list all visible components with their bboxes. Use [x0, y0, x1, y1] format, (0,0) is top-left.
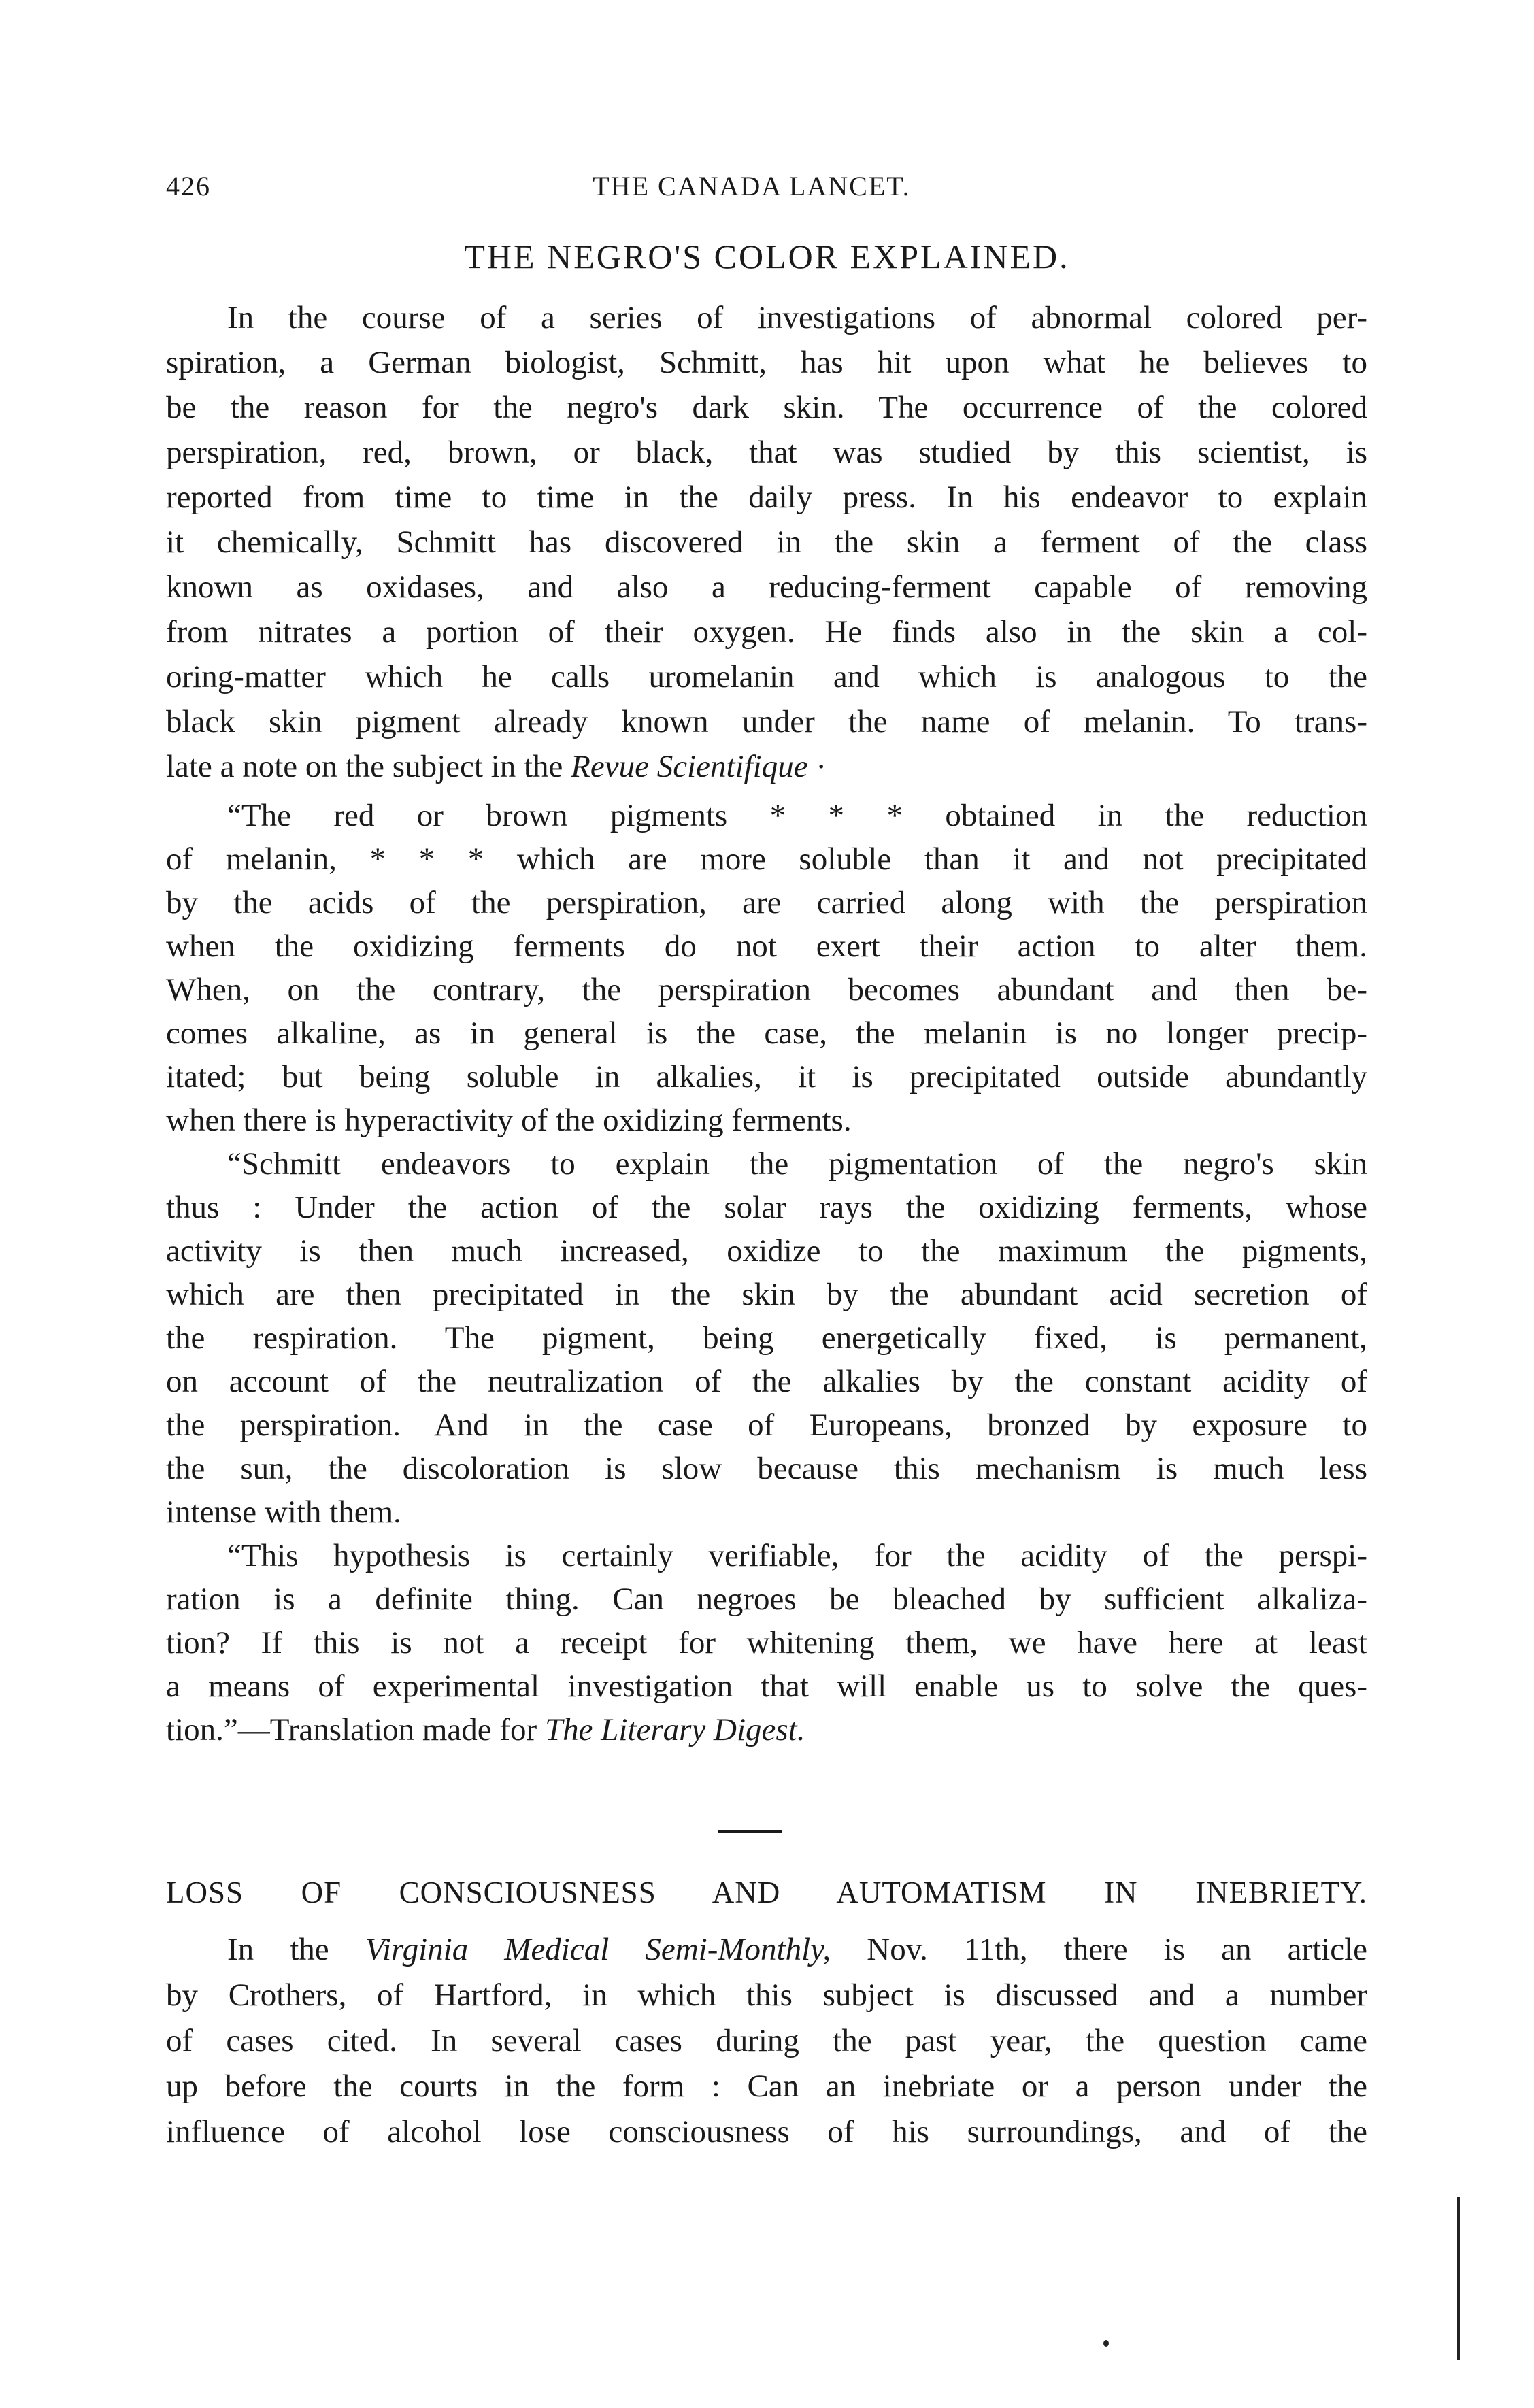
text-line [166, 1185, 1367, 1230]
scan-edge-mark [1457, 2197, 1460, 2360]
text-line [166, 1490, 1367, 1535]
text-segment: spiration, a German biologist, Schmitt, has hit upon what he believes to [166, 345, 1367, 380]
scan-speck [1103, 2340, 1109, 2347]
text-segment: comes alkaline, as in general is the case, the melanin is no longer precip- [166, 1016, 1367, 1051]
text-segment: known as oxidases, and also a reducing-ferment capable of removing [166, 569, 1367, 605]
text-line [166, 340, 1367, 385]
text-line [166, 2018, 1367, 2063]
text-line [166, 744, 1367, 789]
text-line [166, 1054, 1367, 1099]
text-segment: by the acids of the perspiration, are carried along with the perspiration [166, 885, 1367, 920]
text-line [166, 1359, 1367, 1404]
text-segment: late a note on the subject in the [166, 749, 571, 784]
text-segment: In the [227, 1932, 365, 1967]
text-segment: reported from time to time in the daily press. In his endeavor to explain [166, 480, 1367, 515]
text-line [166, 385, 1367, 430]
text-line [166, 430, 1367, 475]
text-segment: tion? If this is not a receipt for whitening them, we have here at least [166, 1625, 1367, 1660]
text-line [166, 1446, 1367, 1491]
text-segment: it chemically, Schmitt has discovered in the skin a ferment of the class [166, 524, 1367, 560]
text-line [166, 654, 1367, 699]
text-segment: perspiration, red, brown, or black, that was studied by this scientist, is [166, 435, 1367, 470]
text-segment: up before the courts in the form : Can an inebriate or a person under the [166, 2069, 1367, 2104]
text-segment: Nov. 11th, there is an article [831, 1932, 1367, 1967]
text-segment: “Schmitt endeavors to explain the pigmentation of the negro's skin [227, 1146, 1367, 1182]
text-line [166, 880, 1367, 925]
text-line [166, 1098, 1367, 1143]
text-segment: thus : Under the action of the solar rays the oxidizing ferments, whose [166, 1190, 1367, 1225]
text-line [166, 1577, 1367, 1622]
text-line [166, 1973, 1367, 2018]
text-line [166, 1620, 1367, 1665]
italic-title: Virginia Medical Semi-Monthly, [365, 1932, 831, 1967]
text-line [166, 1011, 1367, 1056]
text-line [166, 520, 1367, 565]
text-segment: a means of experimental investigation that will enable us to solve the ques- [166, 1669, 1367, 1704]
text-segment: intense with them. [166, 1494, 401, 1530]
text-line [227, 1533, 1367, 1578]
page-number: 426 [166, 171, 211, 201]
text-line [166, 565, 1367, 609]
text-line [166, 1316, 1367, 1360]
text-segment: · [807, 749, 827, 784]
text-segment: “This hypothesis is certainly verifiable, for the acidity of the perspi- [227, 1538, 1367, 1573]
text-segment: itated; but being soluble in alkalies, it is precipitated outside abundantly [166, 1059, 1367, 1094]
text-line [166, 924, 1367, 969]
running-header: THE CANADA LANCET. [593, 171, 911, 201]
text-segment: the sun, the discoloration is slow because this mechanism is much less [166, 1451, 1367, 1486]
text-line [166, 1664, 1367, 1709]
text-segment: ration is a definite thing. Can negroes be bleached by sufficient alkaliza- [166, 1582, 1367, 1617]
italic-title: Revue Scientifique [571, 749, 808, 784]
text-segment: black skin pigment already known under the name of melanin. To trans- [166, 704, 1367, 739]
text-segment: when there is hyperactivity of the oxidizing ferments. [166, 1103, 852, 1138]
text-line [166, 1707, 1367, 1752]
text-line [166, 2109, 1367, 2154]
text-line [166, 967, 1367, 1012]
text-line [166, 837, 1367, 882]
text-line [166, 1272, 1367, 1317]
text-line [166, 2064, 1367, 2109]
text-line [166, 475, 1367, 520]
article-title: THE NEGRO'S COLOR EXPLAINED. [464, 237, 1070, 275]
text-segment: from nitrates a portion of their oxygen. He finds also in the skin a col- [166, 614, 1367, 650]
text-segment: In the course of a series of investigations of abnormal colored per- [227, 300, 1367, 335]
text-segment: When, on the contrary, the perspiration becomes abundant and then be- [166, 972, 1367, 1007]
text-segment: influence of alcohol lose consciousness of his surroundings, and of the [166, 2114, 1367, 2150]
text-segment: tion.”—Translation made for [166, 1712, 545, 1748]
text-line [166, 609, 1367, 654]
article-title-2: LOSS OF CONSCIOUSNESS AND AUTOMATISM IN INEBRIETY. [166, 1875, 1367, 1909]
text-line [227, 1927, 1367, 1972]
text-segment: oring-matter which he calls uromelanin and which is analogous to the [166, 659, 1367, 695]
text-line [227, 793, 1367, 838]
text-segment: of melanin, * * * which are more soluble than it and not precipitated [166, 841, 1367, 877]
text-segment: when the oxidizing ferments do not exert their action to alter them. [166, 929, 1367, 964]
text-line [166, 1403, 1367, 1448]
text-segment: be the reason for the negro's dark skin. The occurrence of the colored [166, 390, 1367, 425]
text-segment: on account of the neutralization of the alkalies by the constant acidity of [166, 1364, 1367, 1399]
italic-title: The Literary Digest. [544, 1712, 805, 1748]
text-segment: the respiration. The pigment, being energetically fixed, is permanent, [166, 1320, 1367, 1356]
text-segment: by Crothers, of Hartford, in which this subject is discussed and a number [166, 1977, 1367, 2013]
text-segment: the perspiration. And in the case of Europeans, bronzed by exposure to [166, 1407, 1367, 1443]
text-segment: of cases cited. In several cases during the past year, the question came [166, 2023, 1367, 2058]
text-line [166, 1228, 1367, 1273]
text-line [166, 699, 1367, 744]
text-segment: “The red or brown pigments * * * obtained in the reduction [227, 798, 1367, 833]
text-line [227, 295, 1367, 340]
section-divider [718, 1830, 782, 1833]
text-segment: which are then precipitated in the skin by the abundant acid secretion of [166, 1277, 1367, 1312]
text-line [227, 1141, 1367, 1186]
text-segment: activity is then much increased, oxidize to the maximum the pigments, [166, 1233, 1367, 1269]
